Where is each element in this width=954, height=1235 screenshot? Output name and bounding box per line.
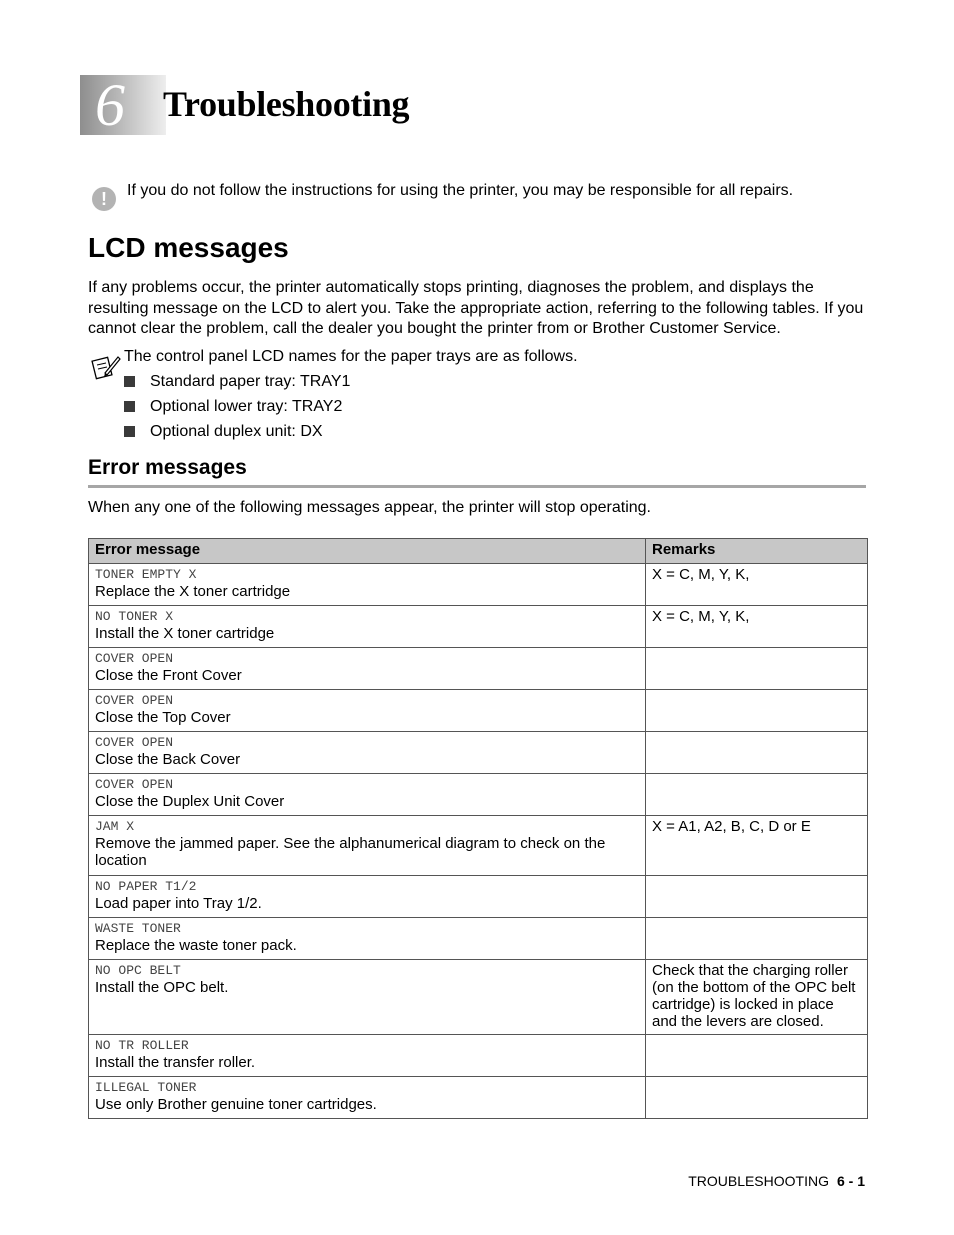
- remarks-cell: X = C, M, Y, K,: [646, 564, 868, 606]
- error-description: Replace the X toner cartridge: [95, 583, 291, 600]
- bullet-square-icon: [124, 426, 135, 437]
- remarks-cell: X = A1, A2, B, C, D or E: [646, 816, 868, 876]
- lcd-code: COVER OPEN: [95, 651, 174, 666]
- section-intro: If any problems occur, the printer automatically stops printing, diagnoses the problem, and displays the resulting message on the LCD to alert you. Take the appropriate action, referring to the following tables. If you cannot clear the problem, call the dealer you bought the printer from or Brother Customer Service.: [88, 279, 864, 337]
- error-description: Use only Brother genuine toner cartridges.: [95, 1096, 377, 1113]
- error-cell: [89, 918, 646, 960]
- lcd-code: ILLEGAL TONER: [95, 1080, 197, 1095]
- warning-text: If you do not follow the instructions for using the printer, you may be responsible for all repairs.: [127, 182, 794, 199]
- tray-list: [124, 372, 350, 447]
- error-description: Install the OPC belt.: [95, 979, 229, 996]
- remarks-cell: [646, 876, 868, 918]
- error-cell: [89, 732, 646, 774]
- column-header-error-message: Error message: [89, 539, 646, 564]
- note-pencil-icon: [91, 351, 121, 381]
- error-cell: [89, 876, 646, 918]
- subsection-lead: When any one of the following messages appear, the printer will stop operating.: [88, 499, 651, 516]
- list-item: Optional duplex unit: DX: [124, 422, 350, 447]
- exclamation-icon: !: [92, 187, 116, 211]
- heading-rule: [88, 485, 866, 488]
- lcd-code: TONER EMPTY X: [95, 567, 197, 582]
- remarks-cell: [646, 648, 868, 690]
- chapter-title: Troubleshooting: [163, 84, 410, 124]
- remarks-cell: Check that the charging roller (on the bottom of the OPC belt cartridge) is locked in place and the levers are closed.: [646, 960, 868, 1035]
- remarks-cell: [646, 1035, 868, 1077]
- lcd-code: COVER OPEN: [95, 693, 174, 708]
- table-row: [89, 774, 868, 816]
- bullet-square-icon: [124, 376, 135, 387]
- subsection-title: Error messages: [88, 456, 247, 479]
- error-messages-table: [88, 538, 868, 1119]
- lcd-code: WASTE TONER: [95, 921, 181, 936]
- list-item: Optional lower tray: TRAY2: [124, 397, 350, 422]
- error-cell: [89, 816, 646, 876]
- table-row: [89, 816, 868, 876]
- remarks-cell: [646, 918, 868, 960]
- lcd-code: JAM X: [95, 819, 135, 834]
- error-description: Install the X toner cartridge: [95, 625, 275, 642]
- lcd-code: COVER OPEN: [95, 735, 174, 750]
- error-cell: [89, 690, 646, 732]
- table-row: [89, 648, 868, 690]
- column-header-remarks: Remarks: [646, 539, 868, 564]
- error-cell: [89, 564, 646, 606]
- table-row: [89, 606, 868, 648]
- remarks-cell: [646, 690, 868, 732]
- error-description: Replace the waste toner pack.: [95, 937, 297, 954]
- table-row: [89, 564, 868, 606]
- chapter-number: 6: [95, 72, 125, 138]
- lcd-code: NO TONER X: [95, 609, 174, 624]
- remarks-cell: [646, 732, 868, 774]
- error-description: Load paper into Tray 1/2.: [95, 895, 262, 912]
- page-footer: [688, 1172, 865, 1190]
- remarks-cell: [646, 1077, 868, 1119]
- lcd-code: NO OPC BELT: [95, 963, 181, 978]
- table-row: [89, 876, 868, 918]
- footer-section: TROUBLESHOOTING: [688, 1173, 829, 1189]
- remarks-cell: [646, 774, 868, 816]
- table-row: [89, 918, 868, 960]
- error-description: Install the transfer roller.: [95, 1054, 256, 1071]
- error-description: Close the Top Cover: [95, 709, 231, 726]
- error-description: Close the Back Cover: [95, 751, 241, 768]
- lcd-code: COVER OPEN: [95, 777, 174, 792]
- bullet-square-icon: [124, 401, 135, 412]
- error-cell: [89, 774, 646, 816]
- section-title: LCD messages: [88, 232, 289, 263]
- table-row: [89, 1035, 868, 1077]
- list-item: Standard paper tray: TRAY1: [124, 372, 350, 397]
- table-row: [89, 690, 868, 732]
- table-header-row: [89, 539, 868, 564]
- note-text: The control panel LCD names for the paper trays are as follows.: [124, 348, 578, 365]
- error-cell: [89, 1035, 646, 1077]
- error-description: Close the Front Cover: [95, 667, 242, 684]
- lcd-code: NO PAPER T1/2: [95, 879, 197, 894]
- table-row: [89, 732, 868, 774]
- error-cell: [89, 648, 646, 690]
- remarks-cell: X = C, M, Y, K,: [646, 606, 868, 648]
- error-description: Close the Duplex Unit Cover: [95, 793, 285, 810]
- lcd-code: NO TR ROLLER: [95, 1038, 189, 1053]
- table-row: [89, 1077, 868, 1119]
- error-cell: [89, 960, 646, 1035]
- page-number: 6 - 1: [836, 1173, 865, 1189]
- error-cell: [89, 606, 646, 648]
- error-cell: [89, 1077, 646, 1119]
- table-row: [89, 960, 868, 1035]
- error-description: Remove the jammed paper. See the alphanumerical diagram to check on the location: [95, 835, 606, 869]
